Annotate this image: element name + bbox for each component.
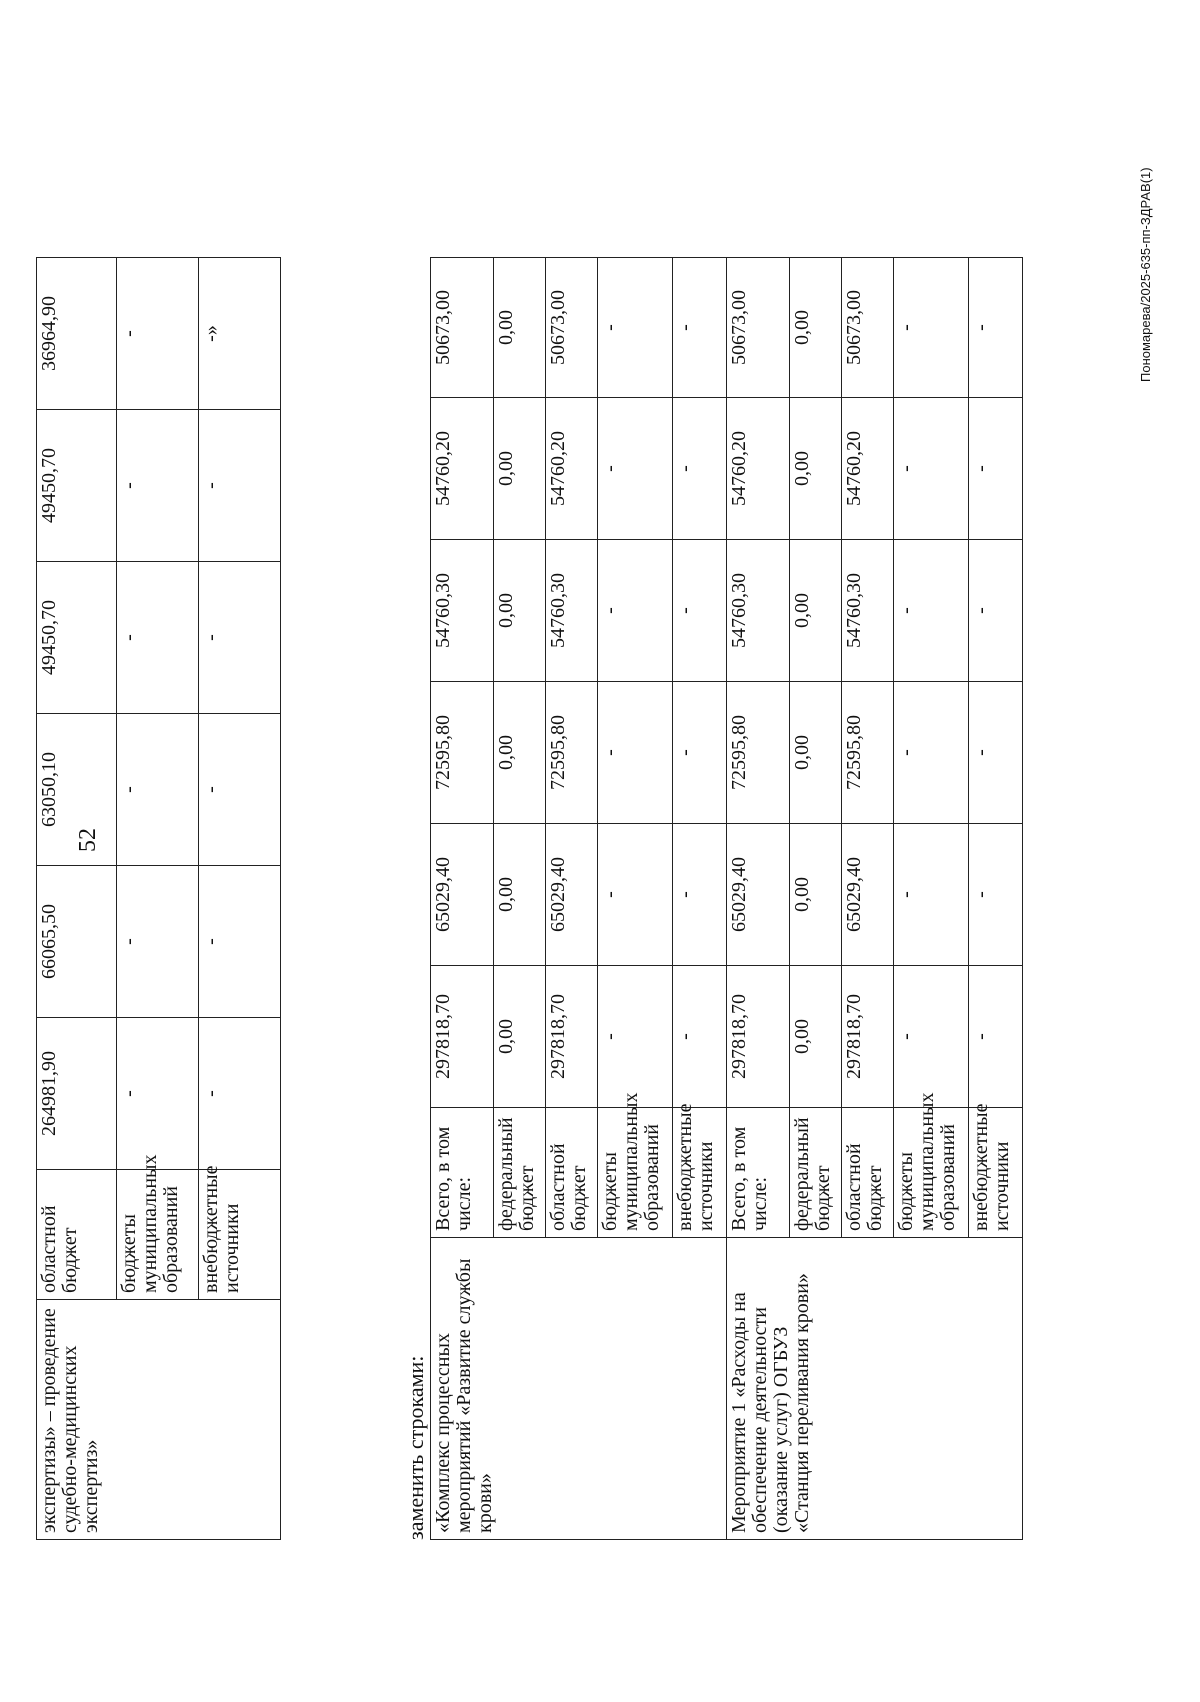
value-cell: 0,00 [790, 258, 842, 398]
value-cell: - [969, 824, 1023, 966]
value-cell: - [969, 540, 1023, 682]
value-cell: - [117, 1018, 199, 1170]
value-cell: 72595,80 [431, 682, 494, 824]
funding-source: внебюджетные источники [673, 1108, 727, 1238]
table-top [36, 257, 281, 1540]
funding-source: областной бюджет [546, 1108, 598, 1238]
value-cell: 0,00 [790, 398, 842, 540]
value-cell: 54760,30 [546, 540, 598, 682]
value-cell: 297818,70 [842, 966, 894, 1108]
value-cell: 50673,00 [842, 258, 894, 398]
table-row [727, 258, 790, 1540]
value-cell: 0,00 [790, 540, 842, 682]
value-cell: - [894, 966, 969, 1108]
value-cell: 0,00 [790, 824, 842, 966]
value-cell: 54760,20 [546, 398, 598, 540]
activity-name: Мероприятие 1 «Расходы на обеспечение деятельности (оказание услуг) ОГБУЗ «Станция переливания крови» [727, 1238, 1023, 1540]
funding-source: областной бюджет [842, 1108, 894, 1238]
value-cell: - [894, 398, 969, 540]
value-cell: - [969, 682, 1023, 824]
value-cell: - [969, 398, 1023, 540]
value-cell: 65029,40 [727, 824, 790, 966]
value-cell: - [199, 1018, 281, 1170]
value-cell: 54760,20 [431, 398, 494, 540]
value-cell: - [673, 540, 727, 682]
funding-source: бюджеты муниципальных образований [894, 1108, 969, 1238]
funding-source: федеральный бюджет [790, 1108, 842, 1238]
table-row [431, 258, 494, 1540]
value-cell: - [969, 258, 1023, 398]
funding-source: внебюджетные источники [199, 1170, 281, 1300]
value-cell: 49450,70 [37, 562, 117, 714]
value-cell: 72595,80 [727, 682, 790, 824]
funding-source: областной бюджет [37, 1170, 117, 1300]
value-cell: - [894, 682, 969, 824]
value-cell: - [117, 714, 199, 866]
value-cell: 0,00 [494, 824, 546, 966]
funding-source: внебюджетные источники [969, 1108, 1023, 1238]
funding-source: Всего, в том числе: [727, 1108, 790, 1238]
funding-source: федеральный бюджет [494, 1108, 546, 1238]
value-cell: - [673, 398, 727, 540]
value-cell: 66065,50 [37, 866, 117, 1018]
value-cell: - [969, 966, 1023, 1108]
value-cell: 297818,70 [431, 966, 494, 1108]
value-cell: - [673, 682, 727, 824]
value-cell: - [673, 824, 727, 966]
value-cell: 0,00 [790, 682, 842, 824]
value-cell: - [598, 824, 673, 966]
value-cell: - [673, 966, 727, 1108]
value-cell: 0,00 [494, 258, 546, 398]
funding-source: Всего, в том числе: [431, 1108, 494, 1238]
value-cell: 0,00 [494, 966, 546, 1108]
value-cell: 50673,00 [727, 258, 790, 398]
caption: заменить строками: [403, 1355, 428, 1540]
value-cell: 65029,40 [546, 824, 598, 966]
value-cell: 36964,90 [37, 258, 117, 410]
value-cell: 54760,30 [727, 540, 790, 682]
value-cell: 65029,40 [431, 824, 494, 966]
value-cell: -» [199, 258, 281, 410]
value-cell: - [598, 258, 673, 398]
funding-source: бюджеты муниципальных образований [117, 1170, 199, 1300]
value-cell: 72595,80 [842, 682, 894, 824]
value-cell: 72595,80 [546, 682, 598, 824]
value-cell: 54760,30 [431, 540, 494, 682]
value-cell: 50673,00 [546, 258, 598, 398]
value-cell: 264981,90 [37, 1018, 117, 1170]
value-cell: - [598, 966, 673, 1108]
value-cell: 49450,70 [37, 410, 117, 562]
activity-name: экспертизы» – проведение судебно-медицинских экспертиз» [37, 1300, 281, 1540]
value-cell: - [894, 824, 969, 966]
value-cell: 0,00 [494, 398, 546, 540]
value-cell: - [598, 398, 673, 540]
value-cell: - [598, 540, 673, 682]
value-cell: 50673,00 [431, 258, 494, 398]
value-cell: 0,00 [494, 540, 546, 682]
value-cell: 297818,70 [727, 966, 790, 1108]
value-cell: 0,00 [494, 682, 546, 824]
value-cell: - [199, 410, 281, 562]
value-cell: - [894, 540, 969, 682]
value-cell: - [598, 682, 673, 824]
value-cell: - [894, 258, 969, 398]
value-cell: 297818,70 [546, 966, 598, 1108]
value-cell: - [117, 410, 199, 562]
page-number: 52 [75, 828, 101, 852]
value-cell: 0,00 [790, 966, 842, 1108]
value-cell: - [117, 562, 199, 714]
value-cell: 63050,10 [37, 714, 117, 866]
value-cell: - [199, 714, 281, 866]
table-main [430, 257, 1023, 1540]
table-row [37, 258, 117, 1540]
value-cell: 54760,30 [842, 540, 894, 682]
value-cell: 54760,20 [842, 398, 894, 540]
value-cell: - [673, 258, 727, 398]
value-cell: 65029,40 [842, 824, 894, 966]
value-cell: - [117, 258, 199, 410]
value-cell: 54760,20 [727, 398, 790, 540]
activity-name: «Комплекс процессных мероприятий «Развитие службы крови» [431, 1238, 727, 1540]
value-cell: - [199, 866, 281, 1018]
funding-source: бюджеты муниципальных образований [598, 1108, 673, 1238]
footer-code: Пономарева/2025-635-пп-ЗДРАВ(1) [1138, 167, 1153, 382]
value-cell: - [199, 562, 281, 714]
value-cell: - [117, 866, 199, 1018]
